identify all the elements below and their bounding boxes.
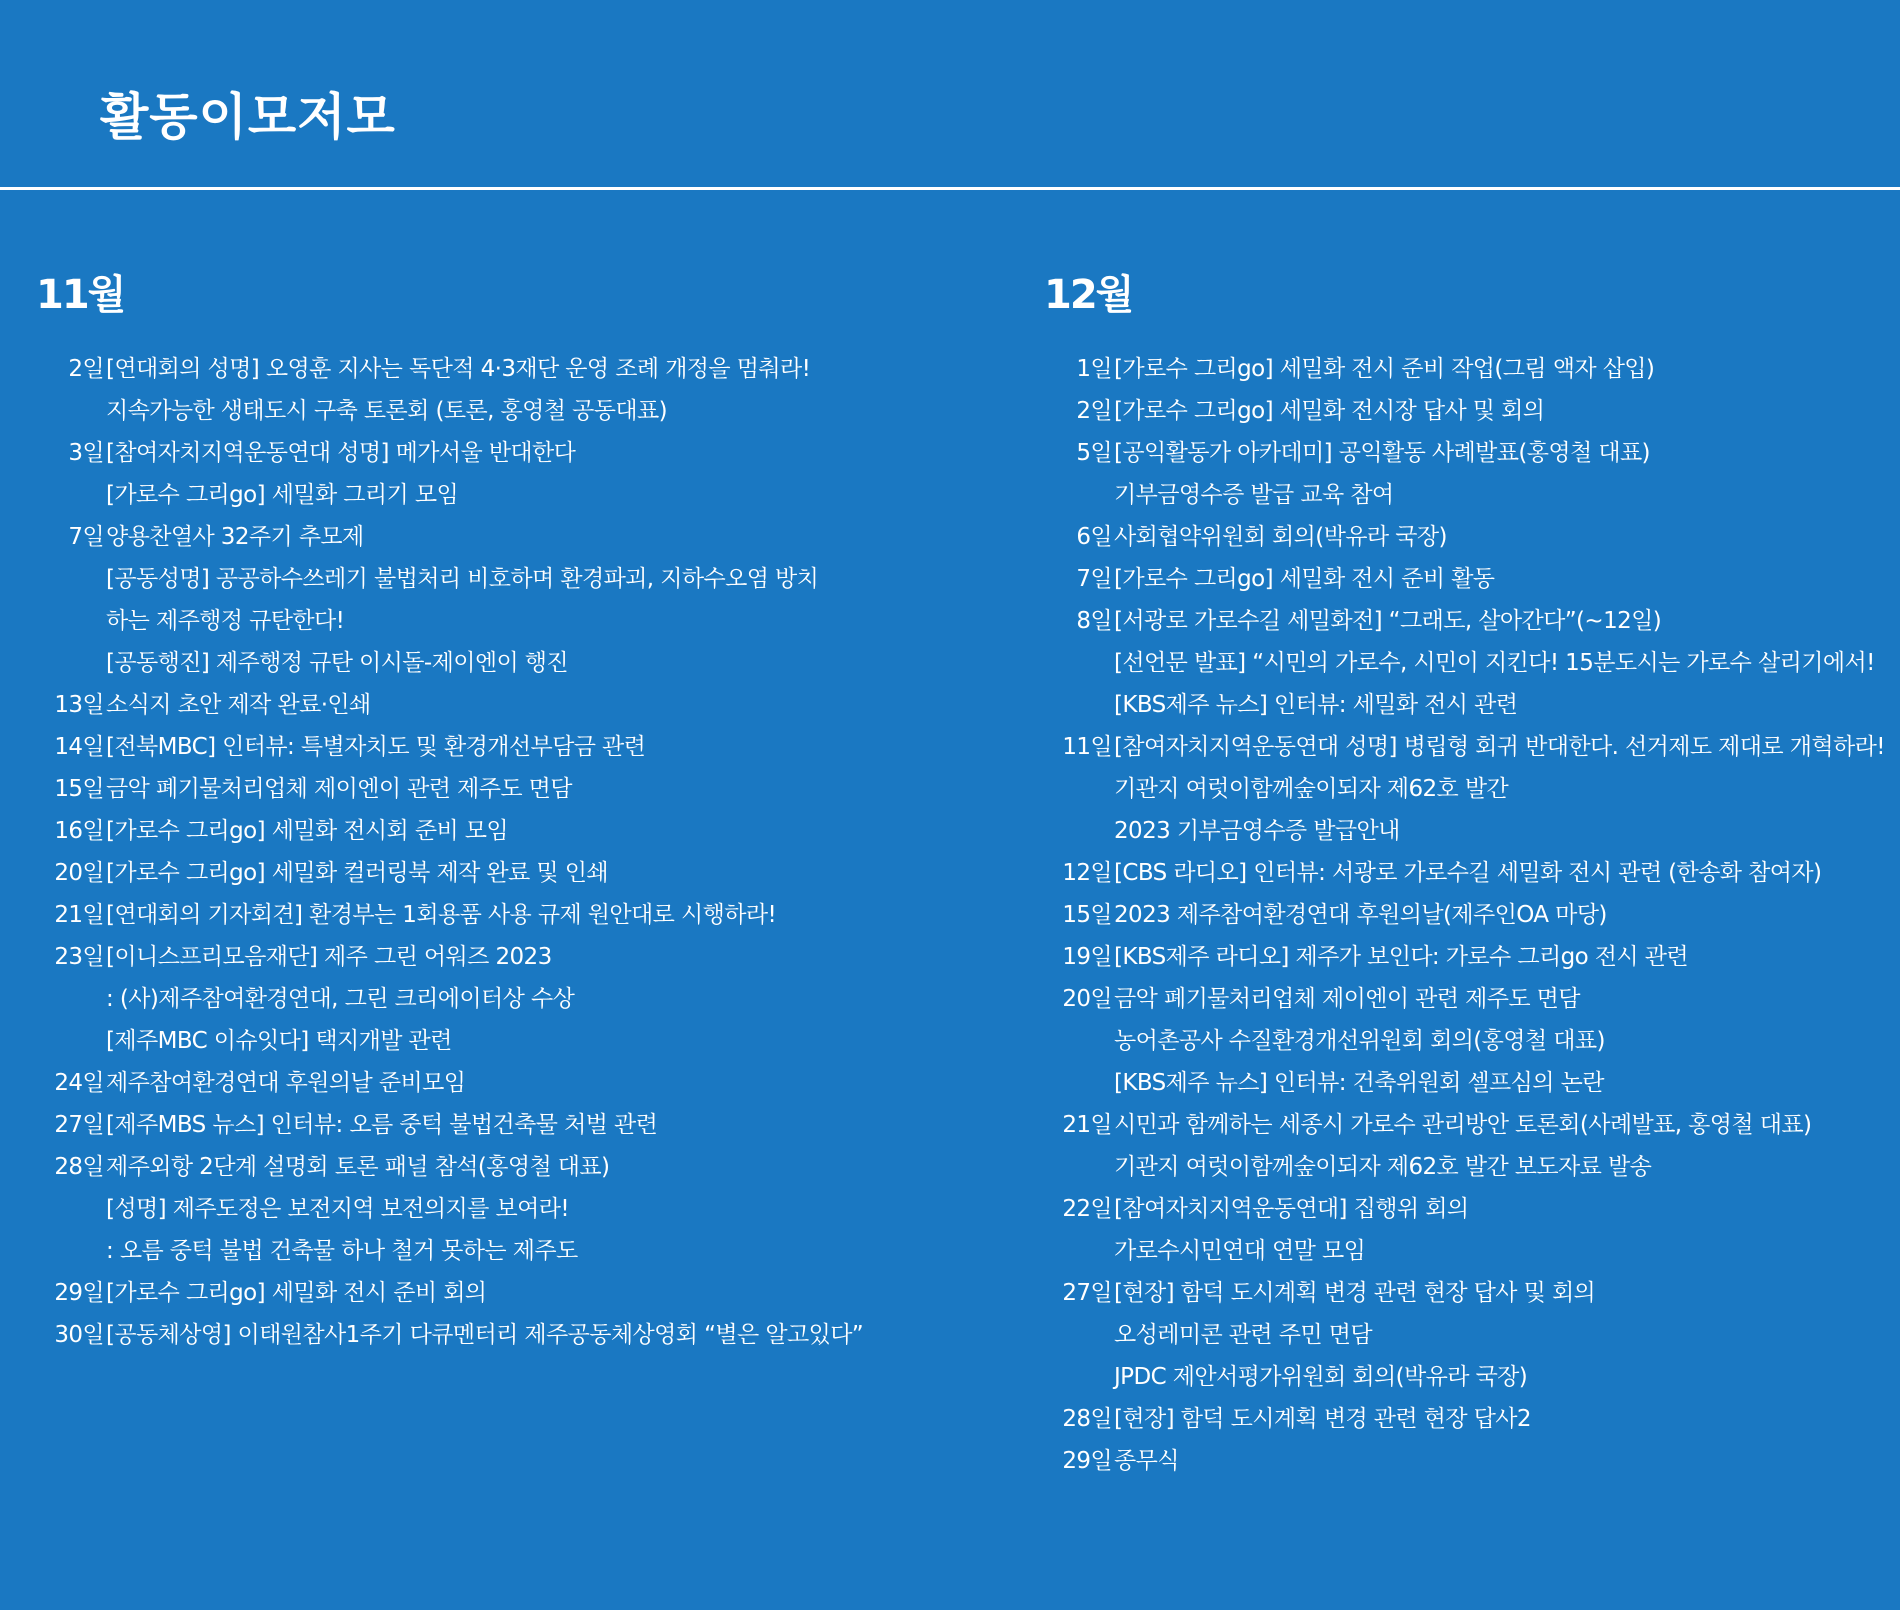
entry-text: 지속가능한 생태도시 구축 토론회 (토론, 홍영철 공동대표) — [106, 398, 667, 424]
entry-text: [현장] 함덕 도시계획 변경 관련 현장 답사 및 회의 — [1114, 1280, 1596, 1306]
list-item — [36, 642, 996, 684]
entry-day: 15일 — [1062, 902, 1112, 928]
list-item — [36, 894, 996, 936]
entry-day: 21일 — [54, 902, 104, 928]
list-item — [36, 1020, 996, 1062]
list-item — [36, 936, 996, 978]
list-item — [1044, 600, 1894, 642]
list-item — [36, 1062, 996, 1104]
entry-text: [가로수 그리go] 세밀화 전시 준비 회의 — [106, 1280, 487, 1306]
entry-day: 2일 — [68, 356, 104, 382]
entry-text: 소식지 초안 제작 완료·인쇄 — [106, 692, 371, 718]
entry-day: 6일 — [1076, 524, 1112, 550]
list-item — [1044, 852, 1894, 894]
list-item — [1044, 1188, 1894, 1230]
entry-text: [가로수 그리go] 세밀화 전시 준비 활동 — [1114, 566, 1495, 592]
entry-day: 2일 — [1076, 398, 1112, 424]
list-item — [36, 768, 996, 810]
entry-day: 29일 — [54, 1280, 104, 1306]
list-item — [1044, 810, 1894, 852]
entry-day: 27일 — [54, 1112, 104, 1138]
list-item — [1044, 768, 1894, 810]
list-item — [36, 1230, 996, 1272]
list-item — [1044, 1062, 1894, 1104]
entry-text: 양용찬열사 32주기 추모제 — [106, 524, 364, 550]
entry-text: [참여자치지역운동연대 성명] 메가서울 반대한다 — [106, 440, 576, 466]
entry-day: 11일 — [1062, 734, 1112, 760]
entry-text: 2023 제주참여환경연대 후원의날(제주인OA 마당) — [1114, 902, 1607, 928]
list-item — [36, 1104, 996, 1146]
entry-day: 16일 — [54, 818, 104, 844]
entry-day: 29일 — [1062, 1448, 1112, 1474]
list-item — [1044, 1440, 1894, 1482]
entry-text: 기관지 여럿이함께숲이되자 제62호 발간 보도자료 발송 — [1114, 1154, 1652, 1180]
list-item — [36, 810, 996, 852]
entry-day: 13일 — [54, 692, 104, 718]
entry-text: [가로수 그리go] 세밀화 그리기 모임 — [106, 482, 459, 508]
november-entry-list — [36, 348, 996, 1356]
list-item — [1044, 1314, 1894, 1356]
entry-text: [가로수 그리go] 세밀화 전시 준비 작업(그림 액자 삽입) — [1114, 356, 1655, 382]
entry-day: 7일 — [1076, 566, 1112, 592]
list-item — [36, 516, 996, 558]
list-item — [1044, 516, 1894, 558]
entry-day: 27일 — [1062, 1280, 1112, 1306]
list-item — [1044, 474, 1894, 516]
entry-text: 금악 폐기물처리업체 제이엔이 관련 제주도 면담 — [1114, 986, 1580, 1012]
entry-day: 23일 — [54, 944, 104, 970]
entry-day: 15일 — [54, 776, 104, 802]
entry-day: 7일 — [68, 524, 104, 550]
list-item — [36, 1188, 996, 1230]
entry-text: [공익활동가 아카데미] 공익활동 사례발표(홍영철 대표) — [1114, 440, 1650, 466]
page-title: 활동이모저모 — [100, 88, 396, 146]
entry-text: [가로수 그리go] 세밀화 전시회 준비 모임 — [106, 818, 509, 844]
header-divider — [0, 187, 1900, 190]
entry-text: [KBS제주 뉴스] 인터뷰: 세밀화 전시 관련 — [1114, 692, 1518, 718]
list-item — [1044, 432, 1894, 474]
month-title-november: 11월 — [36, 272, 125, 318]
list-item — [1044, 1020, 1894, 1062]
entry-text: [참여자치지역운동연대] 집행위 회의 — [1114, 1196, 1469, 1222]
list-item — [36, 726, 996, 768]
entry-text: : (사)제주참여환경연대, 그린 크리에이터상 수상 — [106, 986, 575, 1012]
entry-text: JPDC 제안서평가위원회 회의(박유라 국장) — [1114, 1364, 1528, 1390]
list-item — [1044, 1272, 1894, 1314]
list-item — [36, 390, 996, 432]
entry-text: [참여자치지역운동연대 성명] 병립형 회귀 반대한다. 선거제도 제대로 개혁하라! — [1114, 734, 1885, 760]
entry-text: [공동행진] 제주행정 규탄 이시돌-제이엔이 행진 — [106, 650, 569, 676]
list-item — [1044, 642, 1894, 684]
entry-text: 기부금영수증 발급 교육 참여 — [1114, 482, 1394, 508]
list-item — [36, 558, 996, 600]
entry-text: [현장] 함덕 도시계획 변경 관련 현장 답사2 — [1114, 1406, 1531, 1432]
entry-text: [전북MBC] 인터뷰: 특별자치도 및 환경개선부담금 관련 — [106, 734, 646, 760]
month-title-december: 12월 — [1044, 272, 1133, 318]
list-item — [1044, 726, 1894, 768]
list-item — [36, 852, 996, 894]
list-item — [1044, 684, 1894, 726]
entry-text: : 오름 중턱 불법 건축물 하나 철거 못하는 제주도 — [106, 1238, 578, 1264]
list-item — [1044, 558, 1894, 600]
entry-text: [KBS제주 뉴스] 인터뷰: 건축위원회 셀프심의 논란 — [1114, 1070, 1604, 1096]
entry-day: 22일 — [1062, 1196, 1112, 1222]
entry-day: 20일 — [1062, 986, 1112, 1012]
entry-day: 21일 — [1062, 1112, 1112, 1138]
entry-text: [가로수 그리go] 세밀화 컬러링북 제작 완료 및 인쇄 — [106, 860, 608, 886]
list-item — [1044, 1398, 1894, 1440]
december-section — [1044, 270, 1894, 1482]
list-item — [1044, 978, 1894, 1020]
entry-text: [서광로 가로수길 세밀화전] “그래도, 살아간다”(~12일) — [1114, 608, 1662, 634]
list-item — [36, 432, 996, 474]
list-item — [36, 1146, 996, 1188]
december-entry-list — [1044, 348, 1894, 1482]
entry-text: [연대회의 기자회견] 환경부는 1회용품 사용 규제 원안대로 시행하라! — [106, 902, 777, 928]
list-item — [1044, 894, 1894, 936]
entry-text: [연대회의 성명] 오영훈 지사는 독단적 4·3재단 운영 조례 개정을 멈춰라! — [106, 356, 811, 382]
entry-text: 시민과 함께하는 세종시 가로수 관리방안 토론회(사례발표, 홍영철 대표) — [1114, 1112, 1812, 1138]
november-section — [36, 270, 996, 1356]
entry-day: 3일 — [68, 440, 104, 466]
list-item — [1044, 1146, 1894, 1188]
page-header — [0, 0, 1900, 190]
entry-text: [성명] 제주도정은 보전지역 보전의지를 보여라! — [106, 1196, 569, 1222]
list-item — [36, 1272, 996, 1314]
entry-day: 28일 — [1062, 1406, 1112, 1432]
entry-day: 19일 — [1062, 944, 1112, 970]
entry-text: [제주MBS 뉴스] 인터뷰: 오름 중턱 불법건축물 처벌 관련 — [106, 1112, 658, 1138]
entry-text: [공동체상영] 이태원참사1주기 다큐멘터리 제주공동체상영회 “별은 알고있다” — [106, 1322, 864, 1348]
entry-text: [KBS제주 라디오] 제주가 보인다: 가로수 그리go 전시 관련 — [1114, 944, 1688, 970]
list-item — [36, 348, 996, 390]
entry-text: [CBS 라디오] 인터뷰: 서광로 가로수길 세밀화 전시 관련 (한송화 참여자) — [1114, 860, 1822, 886]
entry-day: 12일 — [1062, 860, 1112, 886]
entry-text: 농어촌공사 수질환경개선위원회 회의(홍영철 대표) — [1114, 1028, 1605, 1054]
list-item — [1044, 348, 1894, 390]
entry-day: 24일 — [54, 1070, 104, 1096]
entry-text: 가로수시민연대 연말 모임 — [1114, 1238, 1366, 1264]
list-item — [1044, 1230, 1894, 1272]
entry-day: 30일 — [54, 1322, 104, 1348]
list-item — [36, 684, 996, 726]
list-item — [36, 978, 996, 1020]
list-item — [36, 1314, 996, 1356]
list-item — [1044, 936, 1894, 978]
entry-text: [이니스프리모음재단] 제주 그린 어워즈 2023 — [106, 944, 552, 970]
entry-text: [공동성명] 공공하수쓰레기 불법처리 비호하며 환경파괴, 지하수오염 방치 — [106, 566, 819, 592]
entry-text: 종무식 — [1114, 1448, 1179, 1474]
entry-day: 28일 — [54, 1154, 104, 1180]
list-item — [1044, 1356, 1894, 1398]
list-item — [1044, 390, 1894, 432]
entry-text: 기관지 여럿이함께숲이되자 제62호 발간 — [1114, 776, 1509, 802]
entry-text: 제주참여환경연대 후원의날 준비모임 — [106, 1070, 466, 1096]
entry-text: [선언문 발표] “시민의 가로수, 시민이 지킨다! 15분도시는 가로수 살리기에서! — [1114, 650, 1875, 676]
list-item — [1044, 1104, 1894, 1146]
entry-text: 2023 기부금영수증 발급안내 — [1114, 818, 1400, 844]
entry-text: [제주MBC 이슈잇다] 택지개발 관련 — [106, 1028, 452, 1054]
entry-day: 14일 — [54, 734, 104, 760]
entry-text: [가로수 그리go] 세밀화 전시장 답사 및 회의 — [1114, 398, 1545, 424]
entry-text: 사회협약위원회 회의(박유라 국장) — [1114, 524, 1447, 550]
list-item — [36, 600, 996, 642]
entry-text: 제주외항 2단계 설명회 토론 패널 참석(홍영철 대표) — [106, 1154, 610, 1180]
entry-day: 8일 — [1076, 608, 1112, 634]
entry-day: 20일 — [54, 860, 104, 886]
entry-text: 금악 폐기물처리업체 제이엔이 관련 제주도 면담 — [106, 776, 572, 802]
entry-text: 하는 제주행정 규탄한다! — [106, 608, 345, 634]
entry-day: 1일 — [1076, 356, 1112, 382]
entry-text: 오성레미콘 관련 주민 면담 — [1114, 1322, 1372, 1348]
entry-day: 5일 — [1076, 440, 1112, 466]
list-item — [36, 474, 996, 516]
